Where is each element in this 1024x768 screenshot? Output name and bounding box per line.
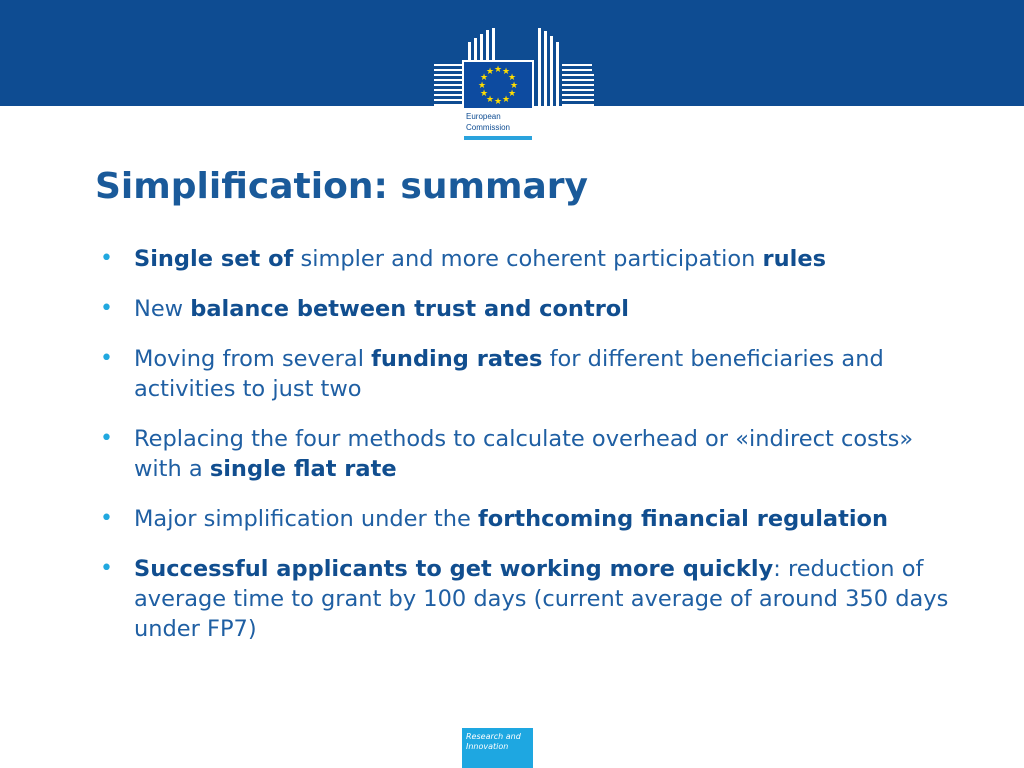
svg-text:★: ★: [477, 81, 487, 91]
bullet-item: [100, 554, 960, 644]
svg-text:★: ★: [485, 67, 495, 77]
svg-text:★: ★: [501, 67, 511, 77]
bullet-dot-icon: •: [100, 556, 113, 581]
bullet-item: [100, 244, 960, 274]
bullet-dot-icon: •: [100, 296, 113, 321]
bullet-item: [100, 344, 960, 404]
bullet-emphasis: Single set of: [134, 246, 294, 272]
badge-line1: Research and: [466, 732, 521, 741]
bullet-text: Moving from several: [134, 346, 372, 372]
svg-text:★: ★: [479, 89, 489, 99]
svg-text:★: ★: [485, 95, 495, 105]
bullet-item: [100, 504, 960, 534]
bullet-dot-icon: •: [100, 506, 113, 531]
svg-text:★: ★: [507, 89, 517, 99]
svg-text:★: ★: [501, 95, 511, 105]
bullet-item: [100, 424, 960, 484]
bullet-emphasis: forthcoming financial regulation: [478, 506, 889, 532]
bullet-text: simpler and more coherent participation: [293, 246, 763, 272]
svg-text:★: ★: [493, 97, 503, 107]
bullet-emphasis: Successful applicants to get working more quickly: [134, 556, 774, 582]
bullet-dot-icon: •: [100, 246, 113, 271]
svg-text:★: ★: [509, 81, 519, 91]
svg-text:★: ★: [493, 65, 503, 75]
bullet-dot-icon: •: [100, 426, 113, 451]
logo-text-line1: European: [466, 112, 501, 121]
logo-text-line2: Commission: [466, 123, 511, 132]
bullet-emphasis: single flat rate: [209, 456, 397, 482]
bullet-dot-icon: •: [100, 346, 113, 371]
building-right-icon: [538, 28, 594, 108]
svg-text:★: ★: [479, 73, 489, 83]
bullet-list: [100, 244, 960, 664]
bullet-text: Replacing the four methods to calculate overhead or «indirect costs» with a: [134, 426, 914, 482]
bullet-text: New: [134, 296, 191, 322]
bullet-text: for different beneficiaries and activities to just two: [134, 346, 884, 402]
bullet-emphasis: funding rates: [371, 346, 543, 372]
svg-text:★: ★: [507, 73, 517, 83]
page-title: Simplification: summary: [95, 166, 588, 207]
badge-line2: Innovation: [466, 742, 509, 751]
bullet-emphasis: rules: [762, 246, 826, 272]
research-innovation-badge: [462, 728, 533, 768]
european-commission-logo: [428, 28, 598, 144]
bullet-item: [100, 294, 960, 324]
logo-stripe: [464, 136, 532, 140]
bullet-emphasis: balance between trust and control: [190, 296, 629, 322]
bullet-text: : reduction of average time to grant by 100 days (current average of around 350 days under FP7): [134, 556, 949, 642]
bullet-text: Major simplification under the: [134, 506, 479, 532]
